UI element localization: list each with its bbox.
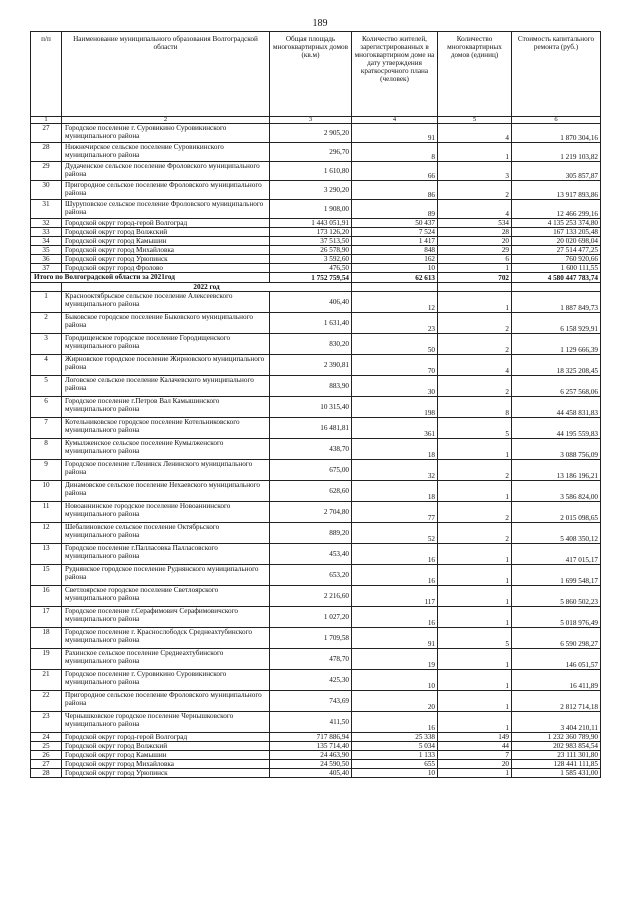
municipality-name: Городской округ город-герой Волгоград	[62, 733, 270, 742]
area-value: 26 578,90	[270, 246, 352, 255]
area-value: 16 481,81	[270, 418, 352, 439]
houses-value: 1	[438, 670, 512, 691]
header-index: п/п	[31, 32, 62, 117]
area-value: 743,69	[270, 691, 352, 712]
residents-value: 52	[352, 523, 438, 544]
houses-value: 44	[438, 742, 512, 751]
cost-value: 146 051,57	[512, 649, 601, 670]
residents-value: 32	[352, 460, 438, 481]
row-index: 28	[31, 143, 62, 162]
residents-value: 66	[352, 162, 438, 181]
houses-value: 28	[438, 228, 512, 237]
total-row	[31, 273, 601, 283]
row-index: 19	[31, 649, 62, 670]
area-value: 717 886,94	[270, 733, 352, 742]
header-cost: Стоимость капитального ремонта (руб.)	[512, 32, 601, 117]
area-value: 406,40	[270, 292, 352, 313]
table-row	[31, 124, 601, 143]
cost-value: 1 600 111,55	[512, 264, 601, 273]
houses-value: 20	[438, 237, 512, 246]
houses-value: 7	[438, 751, 512, 760]
column-number: 2	[62, 117, 270, 124]
table-row	[31, 237, 601, 246]
municipality-name: Городское поселение г. Суровикино Суровикинского муниципального района	[62, 670, 270, 691]
cost-value: 44 195 559,83	[512, 418, 601, 439]
total-houses: 702	[438, 273, 512, 283]
municipality-name: Городское поселение г. Краснослободск Среднеахтубинского муниципального района	[62, 628, 270, 649]
residents-value: 18	[352, 439, 438, 460]
houses-value: 1	[438, 143, 512, 162]
area-value: 830,20	[270, 334, 352, 355]
houses-value: 1	[438, 544, 512, 565]
column-number-row	[31, 117, 601, 124]
houses-value: 29	[438, 246, 512, 255]
residents-value: 12	[352, 292, 438, 313]
municipality-name: Дудаченское сельское поселение Фроловского муниципального района	[62, 162, 270, 181]
municipality-name: Городское поселение г.Серафимович Серафимовичского муниципального района	[62, 607, 270, 628]
municipality-name: Пригородное сельское поселение Фроловского муниципального района	[62, 181, 270, 200]
cost-value: 6 257 568,06	[512, 376, 601, 397]
municipality-name: Котельниковское городское поселение Котельниковского муниципального района	[62, 418, 270, 439]
area-value: 3 592,60	[270, 255, 352, 264]
column-number: 3	[270, 117, 352, 124]
residents-value: 91	[352, 628, 438, 649]
houses-value: 2	[438, 376, 512, 397]
municipality-name: Динамовское сельское поселение Нехаевского муниципального района	[62, 481, 270, 502]
cost-value: 12 466 299,16	[512, 200, 601, 219]
residents-value: 117	[352, 586, 438, 607]
header-houses: Количество многоквартирных домов (единиц)	[438, 32, 512, 117]
area-value: 1 610,80	[270, 162, 352, 181]
cost-value: 760 920,66	[512, 255, 601, 264]
column-number: 1	[31, 117, 62, 124]
houses-value: 4	[438, 124, 512, 143]
municipality-name: Городской округ город Урюпинск	[62, 769, 270, 778]
residents-value: 16	[352, 607, 438, 628]
table-row	[31, 355, 601, 376]
year-section-row	[31, 283, 601, 292]
table-row	[31, 544, 601, 565]
table-row	[31, 733, 601, 742]
residents-value: 16	[352, 544, 438, 565]
houses-value: 2	[438, 313, 512, 334]
area-value: 2 704,80	[270, 502, 352, 523]
row-index: 36	[31, 255, 62, 264]
houses-value: 20	[438, 760, 512, 769]
residents-value: 86	[352, 181, 438, 200]
residents-value: 19	[352, 649, 438, 670]
area-value: 476,50	[270, 264, 352, 273]
area-value: 425,30	[270, 670, 352, 691]
row-index: 24	[31, 733, 62, 742]
municipality-name: Городское поселение г. Суровикино Суровикинского муниципального района	[62, 124, 270, 143]
cost-value: 4 135 253 374,80	[512, 219, 601, 228]
area-value: 405,40	[270, 769, 352, 778]
cost-value: 23 111 301,80	[512, 751, 601, 760]
cost-value: 44 458 831,83	[512, 397, 601, 418]
cost-value: 1 129 666,39	[512, 334, 601, 355]
houses-value: 2	[438, 334, 512, 355]
table-row	[31, 162, 601, 181]
houses-value: 534	[438, 219, 512, 228]
row-index: 1	[31, 292, 62, 313]
municipality-name: Светлоярское городское поселение Светлоярского муниципального района	[62, 586, 270, 607]
total-label: Итого по Волгоградской области за 2021год	[31, 273, 270, 283]
row-index: 35	[31, 246, 62, 255]
residents-value: 1 133	[352, 751, 438, 760]
area-value: 1 443 051,91	[270, 219, 352, 228]
table-row	[31, 418, 601, 439]
table-row	[31, 523, 601, 544]
municipality-name: Нижнечирское сельское поселение Суровикинского муниципального района	[62, 143, 270, 162]
area-value: 3 290,20	[270, 181, 352, 200]
row-index: 7	[31, 418, 62, 439]
municipality-name: Чернышковское городское поселение Чернышковского муниципального района	[62, 712, 270, 733]
municipality-name: Логовское сельское поселение Калачевского муниципального района	[62, 376, 270, 397]
residents-value: 16	[352, 565, 438, 586]
cost-value: 5 408 350,12	[512, 523, 601, 544]
row-index: 16	[31, 586, 62, 607]
row-index: 5	[31, 376, 62, 397]
row-index: 21	[31, 670, 62, 691]
table-row	[31, 228, 601, 237]
houses-value: 1	[438, 607, 512, 628]
residents-value: 91	[352, 124, 438, 143]
municipality-name: Жирновское городское поселение Жирновского муниципального района	[62, 355, 270, 376]
area-value: 1 631,40	[270, 313, 352, 334]
table-row	[31, 255, 601, 264]
houses-value: 5	[438, 628, 512, 649]
table-row	[31, 670, 601, 691]
municipality-name: Пригородное сельское поселение Фроловского муниципального района	[62, 691, 270, 712]
table-row	[31, 751, 601, 760]
municipality-name: Городской округ город-герой Волгоград	[62, 219, 270, 228]
row-index: 30	[31, 181, 62, 200]
row-index: 2	[31, 313, 62, 334]
houses-value: 1	[438, 481, 512, 502]
table-row	[31, 143, 601, 162]
rows-2021	[31, 124, 601, 273]
houses-value: 8	[438, 397, 512, 418]
table-row	[31, 649, 601, 670]
table-row	[31, 628, 601, 649]
municipality-name: Новоаннинское городское поселение Новоаннинского муниципального района	[62, 502, 270, 523]
area-value: 2 216,60	[270, 586, 352, 607]
cost-value: 5 018 976,49	[512, 607, 601, 628]
cost-value: 2 015 098,65	[512, 502, 601, 523]
cost-value: 6 158 929,91	[512, 313, 601, 334]
row-index: 23	[31, 712, 62, 733]
row-index: 34	[31, 237, 62, 246]
municipality-name: Руднянское городское поселение Руднянского муниципального района	[62, 565, 270, 586]
municipality-name: Краснооктябрьское сельское поселение Алексеевского муниципального района	[62, 292, 270, 313]
table-row	[31, 502, 601, 523]
area-value: 478,70	[270, 649, 352, 670]
table-row	[31, 376, 601, 397]
table-row	[31, 292, 601, 313]
column-number: 5	[438, 117, 512, 124]
header-area: Общая площадь многоквартирных домов (кв.м)	[270, 32, 352, 117]
area-value: 10 315,40	[270, 397, 352, 418]
residents-value: 7 524	[352, 228, 438, 237]
municipality-name: Городское поселение г.Петров Вал Камышинского муниципального района	[62, 397, 270, 418]
houses-value: 1	[438, 691, 512, 712]
table-row	[31, 397, 601, 418]
area-value: 24 590,50	[270, 760, 352, 769]
row-index: 32	[31, 219, 62, 228]
residents-value: 77	[352, 502, 438, 523]
area-value: 1 908,00	[270, 200, 352, 219]
municipality-name: Городской округ город Камышин	[62, 751, 270, 760]
row-index: 27	[31, 124, 62, 143]
houses-value: 1	[438, 712, 512, 733]
cost-value: 1 232 360 789,90	[512, 733, 601, 742]
page-number: 189	[312, 18, 328, 29]
cost-value: 20 020 698,04	[512, 237, 601, 246]
table-row	[31, 712, 601, 733]
residents-value: 655	[352, 760, 438, 769]
residents-value: 361	[352, 418, 438, 439]
cost-value: 13 186 196,21	[512, 460, 601, 481]
table-row	[31, 586, 601, 607]
municipality-name: Городской округ город Михайловка	[62, 246, 270, 255]
row-index: 3	[31, 334, 62, 355]
residents-value: 5 034	[352, 742, 438, 751]
table-row	[31, 565, 601, 586]
municipality-name: Шебалиновское сельское поселение Октябрьского муниципального района	[62, 523, 270, 544]
residents-value: 23	[352, 313, 438, 334]
table-row	[31, 200, 601, 219]
cost-value: 202 983 854,54	[512, 742, 601, 751]
row-index: 11	[31, 502, 62, 523]
table-row	[31, 742, 601, 751]
residents-value: 162	[352, 255, 438, 264]
residents-value: 10	[352, 670, 438, 691]
row-index: 13	[31, 544, 62, 565]
table-row	[31, 246, 601, 255]
row-index: 25	[31, 742, 62, 751]
area-value: 1 027,20	[270, 607, 352, 628]
row-index: 15	[31, 565, 62, 586]
residents-value: 50 437	[352, 219, 438, 228]
row-index: 9	[31, 460, 62, 481]
row-index: 17	[31, 607, 62, 628]
table-row	[31, 481, 601, 502]
residents-value: 8	[352, 143, 438, 162]
residents-value: 50	[352, 334, 438, 355]
area-value: 37 513,50	[270, 237, 352, 246]
area-value: 135 714,40	[270, 742, 352, 751]
cost-value: 305 857,87	[512, 162, 601, 181]
cost-value: 1 585 431,00	[512, 769, 601, 778]
table-row	[31, 181, 601, 200]
residents-value: 18	[352, 481, 438, 502]
houses-value: 1	[438, 439, 512, 460]
municipality-name: Городское поселение г.Ленинск Ленинского муниципального района	[62, 460, 270, 481]
municipality-name: Кумылженское сельское поселение Кумылженского муниципального района	[62, 439, 270, 460]
row-index: 27	[31, 760, 62, 769]
row-index: 18	[31, 628, 62, 649]
municipality-name: Городской округ город Камышин	[62, 237, 270, 246]
cost-value: 167 133 205,48	[512, 228, 601, 237]
row-index: 31	[31, 200, 62, 219]
row-index: 8	[31, 439, 62, 460]
table-header-row	[31, 32, 601, 117]
column-number: 4	[352, 117, 438, 124]
row-index: 33	[31, 228, 62, 237]
table-row	[31, 460, 601, 481]
table-row	[31, 607, 601, 628]
cost-value: 128 441 111,85	[512, 760, 601, 769]
houses-value: 4	[438, 355, 512, 376]
houses-value: 2	[438, 523, 512, 544]
houses-value: 2	[438, 181, 512, 200]
area-value: 453,40	[270, 544, 352, 565]
cost-value: 417 015,17	[512, 544, 601, 565]
residents-value: 89	[352, 200, 438, 219]
municipality-name: Городской округ город Фролово	[62, 264, 270, 273]
table-row	[31, 313, 601, 334]
area-value: 296,70	[270, 143, 352, 162]
municipality-name: Городской округ город Волжский	[62, 228, 270, 237]
row-index: 29	[31, 162, 62, 181]
houses-value: 1	[438, 649, 512, 670]
houses-value: 6	[438, 255, 512, 264]
area-value: 675,00	[270, 460, 352, 481]
municipality-name: Городской округ город Волжский	[62, 742, 270, 751]
year-heading: 2022 год	[62, 283, 352, 292]
row-index: 22	[31, 691, 62, 712]
houses-value: 2	[438, 502, 512, 523]
cost-value: 13 917 893,86	[512, 181, 601, 200]
cost-value: 16 411,89	[512, 670, 601, 691]
municipality-name: Городской округ город Михайловка	[62, 760, 270, 769]
houses-value: 1	[438, 586, 512, 607]
cost-value: 1 870 304,16	[512, 124, 601, 143]
cost-value: 18 325 208,45	[512, 355, 601, 376]
municipality-name: Городищенское городское поселение Городищенского муниципального района	[62, 334, 270, 355]
residents-value: 10	[352, 264, 438, 273]
row-index: 4	[31, 355, 62, 376]
capital-repair-table	[30, 31, 601, 778]
total-area: 1 752 759,54	[270, 273, 352, 283]
area-value: 2 905,20	[270, 124, 352, 143]
residents-value: 25 338	[352, 733, 438, 742]
houses-value: 3	[438, 162, 512, 181]
residents-value: 70	[352, 355, 438, 376]
residents-value: 16	[352, 712, 438, 733]
area-value: 889,20	[270, 523, 352, 544]
rows-2022	[31, 292, 601, 778]
row-index: 6	[31, 397, 62, 418]
cost-value: 3 586 824,00	[512, 481, 601, 502]
area-value: 628,60	[270, 481, 352, 502]
houses-value: 1	[438, 769, 512, 778]
area-value: 2 390,81	[270, 355, 352, 376]
table-row	[31, 219, 601, 228]
residents-value: 20	[352, 691, 438, 712]
header-municipality: Наименование муниципального образования Волгоградской области	[62, 32, 270, 117]
table-row	[31, 691, 601, 712]
cost-value: 3 088 756,09	[512, 439, 601, 460]
area-value: 438,70	[270, 439, 352, 460]
row-index: 10	[31, 481, 62, 502]
total-cost: 4 580 447 783,74	[512, 273, 601, 283]
houses-value: 1	[438, 565, 512, 586]
houses-value: 149	[438, 733, 512, 742]
table-row	[31, 334, 601, 355]
area-value: 173 126,20	[270, 228, 352, 237]
row-index: 28	[31, 769, 62, 778]
residents-value: 10	[352, 769, 438, 778]
residents-value: 30	[352, 376, 438, 397]
residents-value: 198	[352, 397, 438, 418]
area-value: 1 709,58	[270, 628, 352, 649]
houses-value: 5	[438, 418, 512, 439]
cost-value: 2 812 714,18	[512, 691, 601, 712]
area-value: 24 463,90	[270, 751, 352, 760]
municipality-name: Городское поселение г.Палласовка Палласовского муниципального района	[62, 544, 270, 565]
municipality-name: Быковское городское поселение Быковского муниципального района	[62, 313, 270, 334]
area-value: 411,50	[270, 712, 352, 733]
cost-value: 1 699 548,17	[512, 565, 601, 586]
table-row	[31, 439, 601, 460]
residents-value: 1 417	[352, 237, 438, 246]
cost-value: 27 514 477,25	[512, 246, 601, 255]
total-residents: 62 613	[352, 273, 438, 283]
cost-value: 6 590 298,27	[512, 628, 601, 649]
cost-value: 3 404 210,11	[512, 712, 601, 733]
houses-value: 2	[438, 460, 512, 481]
houses-value: 4	[438, 200, 512, 219]
municipality-name: Рахинское сельское поселение Среднеахтубинского муниципального района	[62, 649, 270, 670]
table-row	[31, 264, 601, 273]
table-row	[31, 760, 601, 769]
cost-value: 5 860 502,23	[512, 586, 601, 607]
municipality-name: Шуруповское сельское поселение Фроловского муниципального района	[62, 200, 270, 219]
area-value: 883,90	[270, 376, 352, 397]
area-value: 653,20	[270, 565, 352, 586]
row-index: 26	[31, 751, 62, 760]
cost-value: 1 219 103,82	[512, 143, 601, 162]
houses-value: 1	[438, 292, 512, 313]
houses-value: 1	[438, 264, 512, 273]
municipality-name: Городской округ город Урюпинск	[62, 255, 270, 264]
table-row	[31, 769, 601, 778]
residents-value: 848	[352, 246, 438, 255]
column-number: 6	[512, 117, 601, 124]
cost-value: 1 887 849,73	[512, 292, 601, 313]
row-index: 37	[31, 264, 62, 273]
header-residents: Количество жителей, зарегистрированных в многоквартирном доме на дату утверждения краткосрочного плана (человек)	[352, 32, 438, 117]
row-index: 12	[31, 523, 62, 544]
total-2021	[31, 273, 601, 292]
